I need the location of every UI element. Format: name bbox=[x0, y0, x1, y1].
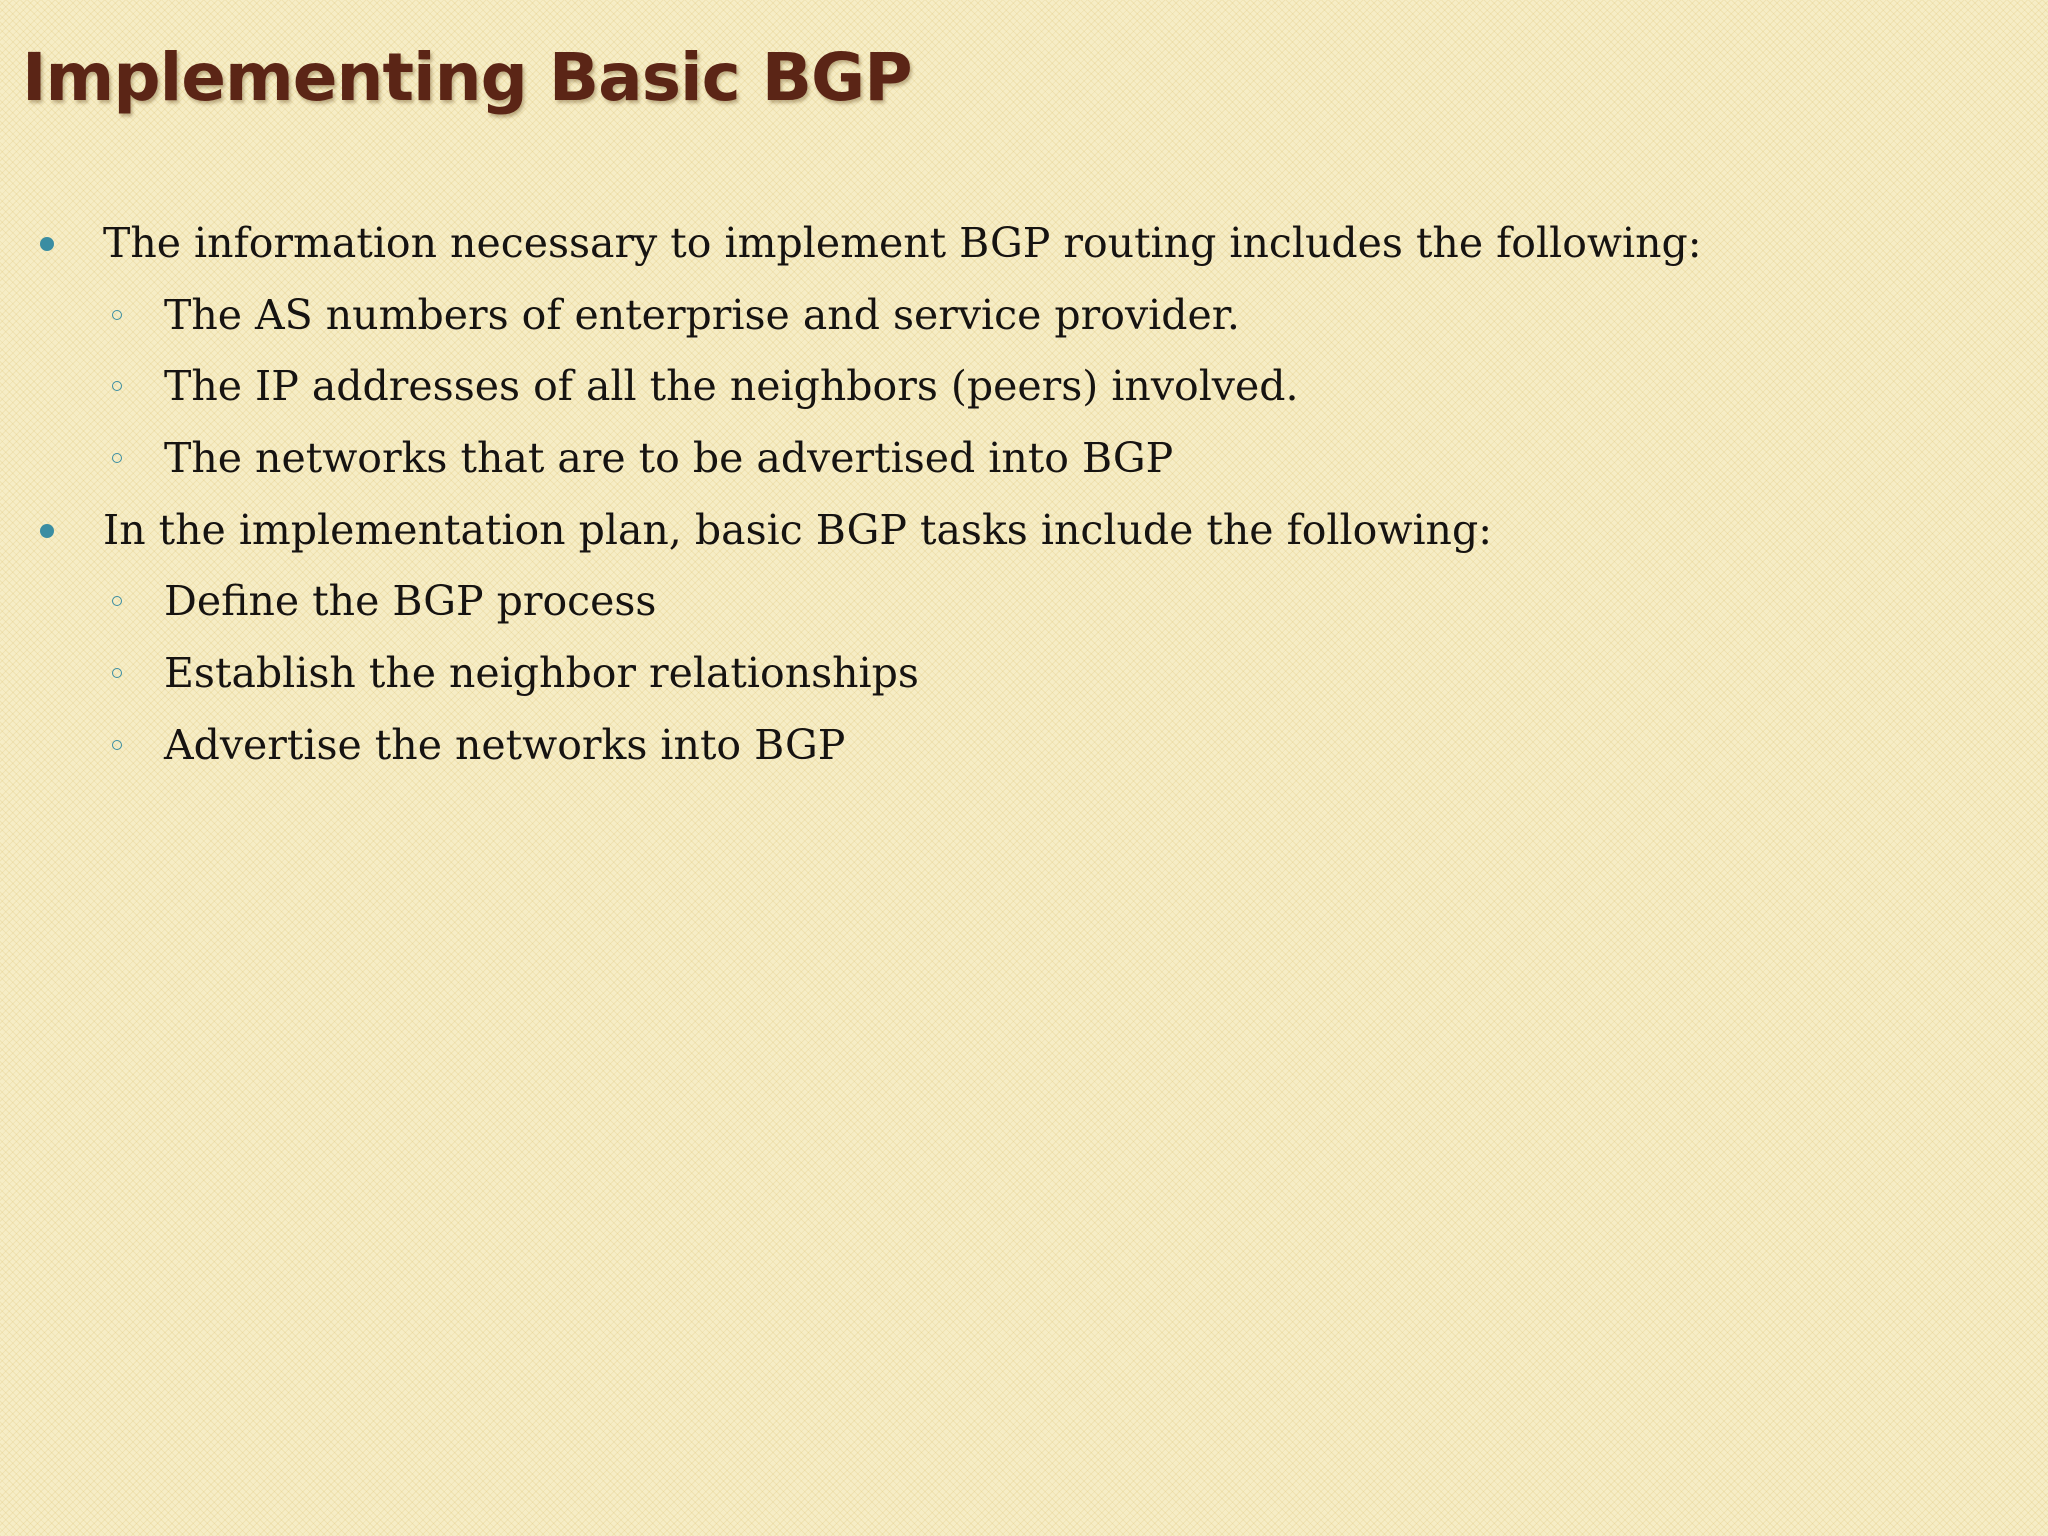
sub-bullet-item bbox=[0, 351, 2000, 423]
sub-bullet-text: Advertise the networks into BGP bbox=[164, 720, 846, 769]
bullet-list bbox=[0, 208, 2000, 782]
sub-bullet-text: The networks that are to be advertised into BGP bbox=[164, 434, 1174, 483]
bullet-item bbox=[0, 208, 2000, 280]
sub-bullet-item bbox=[0, 423, 2000, 495]
sub-bullet-text: The AS numbers of enterprise and service provider. bbox=[164, 290, 1240, 339]
sub-bullet-item bbox=[0, 566, 2000, 638]
sub-bullet-item bbox=[0, 638, 2000, 710]
bullet-item bbox=[0, 495, 2000, 567]
sub-bullet-item bbox=[0, 710, 2000, 782]
slide-title: Implementing Basic BGP bbox=[22, 39, 912, 116]
bullet-text: The information necessary to implement BGP routing includes the following: bbox=[103, 219, 1702, 267]
sub-bullet-item bbox=[0, 280, 2000, 352]
bullet-text: In the implementation plan, basic BGP tasks include the following: bbox=[103, 505, 1493, 554]
sub-bullet-text: Define the BGP process bbox=[164, 577, 657, 626]
sub-bullet-text: Establish the neighbor relationships bbox=[164, 649, 919, 698]
sub-bullet-text: The IP addresses of all the neighbors (peers) involved. bbox=[164, 362, 1299, 411]
